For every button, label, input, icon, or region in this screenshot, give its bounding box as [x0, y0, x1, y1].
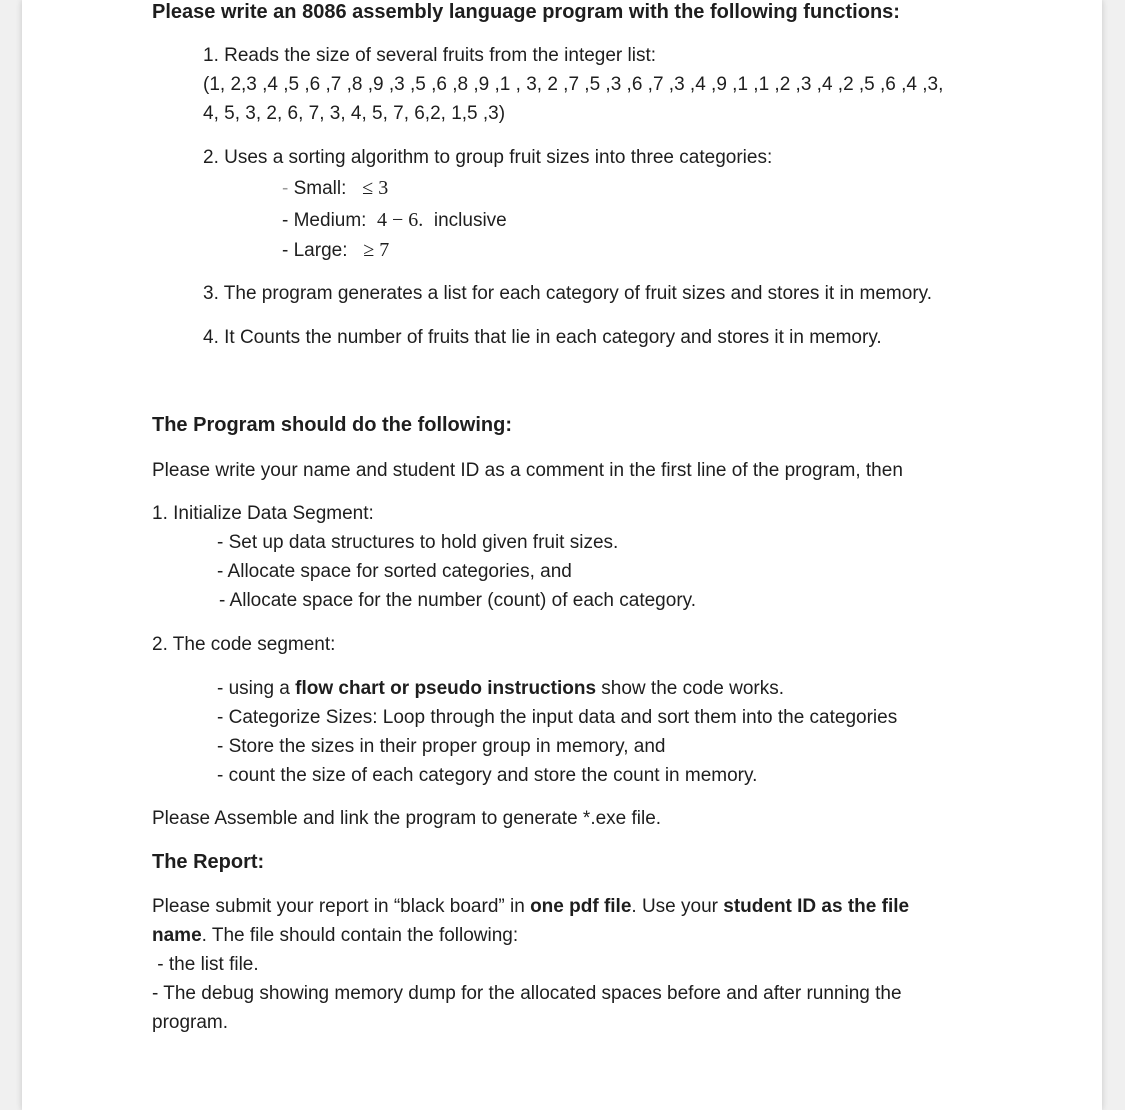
category-large — [282, 238, 389, 263]
assemble-instruction: Please Assemble and link the program to generate *.exe file. — [152, 808, 662, 829]
program-step-2-a-pre: - using a — [217, 678, 296, 699]
category-small-dash: - — [282, 178, 294, 199]
program-step-2: 2. The code segment: — [152, 634, 336, 655]
category-medium-label: - Medium: — [282, 210, 367, 231]
report-paragraph-line-1 — [152, 895, 909, 919]
category-small — [282, 176, 388, 201]
report-p1-bold-2: student ID as the file — [723, 896, 910, 917]
category-medium-value: 4 − 6. — [377, 209, 424, 231]
category-small-label: Small: — [293, 178, 347, 199]
program-step-2-b: - Categorize Sizes: Loop through the input data and sort them into the categories — [217, 707, 898, 728]
program-step-1-c: - Allocate space for the number (count) of each category. — [219, 590, 697, 611]
report-item-debug: - The debug showing memory dump for the allocated spaces before and after running the — [152, 983, 902, 1004]
report-item-list-file: - the list file. — [152, 954, 259, 975]
program-step-1-a: - Set up data structures to hold given fruit sizes. — [217, 532, 619, 553]
report-p1-bold-1: one pdf file — [530, 896, 632, 917]
fruit-list-line-2: 4, 5, 3, 2, 6, 7, 3, 4, 5, 7, 6,2, 1,5 ,3) — [203, 103, 506, 124]
program-step-2-a-bold: flow chart or pseudo instructions — [295, 678, 597, 699]
category-large-value: ≥ 7 — [363, 239, 390, 261]
function-item-1: 1. Reads the size of several fruits from the integer list: — [203, 45, 657, 66]
report-p1-pre: Please submit your report in “black board” in — [152, 896, 531, 917]
category-small-value: ≤ 3 — [362, 177, 389, 199]
program-step-2-a — [217, 677, 784, 701]
program-intro: Please write your name and student ID as a comment in the first line of the program, then — [152, 460, 903, 481]
program-heading: The Program should do the following: — [152, 414, 512, 436]
function-item-4: 4. It Counts the number of fruits that lie in each category and stores it in memory. — [203, 327, 882, 348]
report-p1-mid: . Use your — [631, 896, 724, 917]
program-step-1-b: - Allocate space for sorted categories, and — [217, 561, 572, 582]
category-medium-suffix: inclusive — [433, 210, 507, 231]
document-page — [22, 0, 1102, 1110]
function-item-3: 3. The program generates a list for each category of fruit sizes and stores it in memory. — [203, 283, 933, 304]
program-step-2-c: - Store the sizes in their proper group in memory, and — [217, 736, 666, 757]
program-step-2-a-post: show the code works. — [596, 678, 784, 699]
report-item-debug-cont: program. — [152, 1012, 229, 1033]
program-step-1: 1. Initialize Data Segment: — [152, 503, 374, 524]
fruit-list-line-1: (1, 2,3 ,4 ,5 ,6 ,7 ,8 ,9 ,3 ,5 ,6 ,8 ,9 ,1 , 3, 2 ,7 ,5 ,3 ,6 ,7 ,3 ,4 ,9 ,1 ,1 ,2 ,3 ,4 ,2 ,5 ,6 ,4 ,3, — [203, 74, 944, 95]
report-p1-post: . The file should contain the following: — [201, 925, 519, 946]
category-medium — [282, 208, 507, 233]
page-title: Please write an 8086 assembly language program with the following functions: — [152, 1, 900, 23]
function-item-2: 2. Uses a sorting algorithm to group fruit sizes into three categories: — [203, 147, 773, 168]
program-step-2-d: - count the size of each category and store the count in memory. — [217, 765, 758, 786]
category-large-label: - Large: — [282, 240, 348, 261]
report-paragraph-line-2 — [152, 924, 518, 948]
report-p1-bold-3: name — [152, 925, 202, 946]
report-heading: The Report: — [152, 851, 265, 873]
